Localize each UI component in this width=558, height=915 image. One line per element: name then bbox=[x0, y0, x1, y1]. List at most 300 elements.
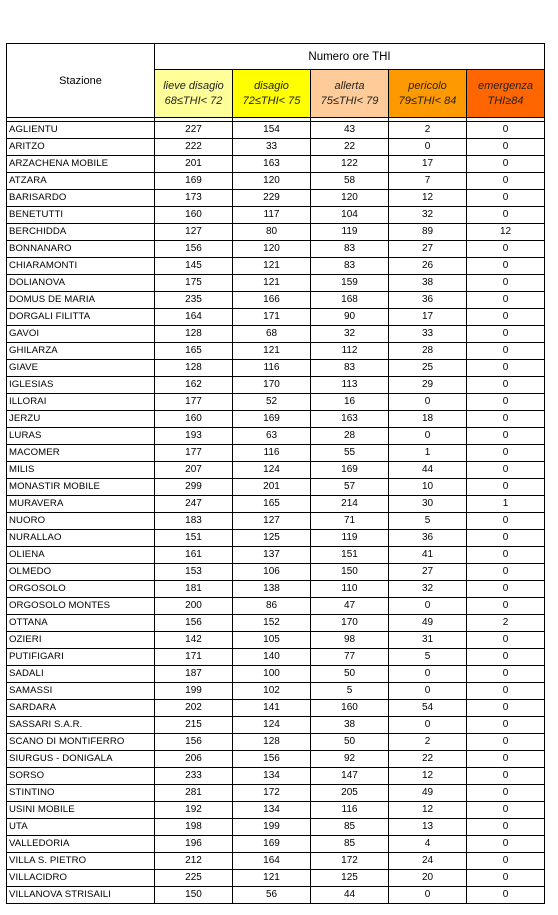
hours-value: 0 bbox=[467, 547, 545, 564]
hours-value: 0 bbox=[467, 717, 545, 734]
station-name: MILIS bbox=[7, 462, 155, 479]
hours-value: 18 bbox=[389, 411, 467, 428]
table-row bbox=[7, 632, 545, 649]
hours-value: 116 bbox=[233, 360, 311, 377]
category-range: 79≤THI< 84 bbox=[398, 94, 457, 107]
category-range: THI≥84 bbox=[487, 94, 524, 107]
hours-value: 90 bbox=[311, 309, 389, 326]
hours-value: 54 bbox=[389, 700, 467, 717]
hours-value: 16 bbox=[311, 394, 389, 411]
table-row bbox=[7, 734, 545, 751]
station-name: ATZARA bbox=[7, 173, 155, 190]
hours-value: 207 bbox=[155, 462, 233, 479]
table-row bbox=[7, 479, 545, 496]
table-row bbox=[7, 190, 545, 207]
hours-value: 150 bbox=[311, 564, 389, 581]
hours-value: 160 bbox=[311, 700, 389, 717]
table-row bbox=[7, 241, 545, 258]
category-header-allerta bbox=[311, 70, 389, 118]
table-row bbox=[7, 751, 545, 768]
table-row bbox=[7, 666, 545, 683]
station-name: SORSO bbox=[7, 768, 155, 785]
hours-value: 0 bbox=[467, 343, 545, 360]
hours-value: 0 bbox=[467, 751, 545, 768]
hours-value: 125 bbox=[233, 530, 311, 547]
hours-value: 85 bbox=[311, 819, 389, 836]
hours-value: 122 bbox=[311, 156, 389, 173]
station-name: DOMUS DE MARIA bbox=[7, 292, 155, 309]
hours-value: 29 bbox=[389, 377, 467, 394]
hours-value: 0 bbox=[467, 785, 545, 802]
table-row bbox=[7, 207, 545, 224]
station-name: DOLIANOVA bbox=[7, 275, 155, 292]
hours-value: 134 bbox=[233, 802, 311, 819]
hours-value: 0 bbox=[467, 768, 545, 785]
hours-value: 117 bbox=[233, 207, 311, 224]
category-name: lieve disagio bbox=[163, 79, 224, 92]
table-row bbox=[7, 445, 545, 462]
station-name: OZIERI bbox=[7, 632, 155, 649]
hours-value: 0 bbox=[467, 479, 545, 496]
hours-value: 201 bbox=[155, 156, 233, 173]
station-name: SARDARA bbox=[7, 700, 155, 717]
hours-value: 121 bbox=[233, 258, 311, 275]
hours-value: 156 bbox=[155, 615, 233, 632]
category-header-pericolo bbox=[389, 70, 467, 118]
hours-value: 77 bbox=[311, 649, 389, 666]
hours-value: 199 bbox=[233, 819, 311, 836]
hours-value: 105 bbox=[233, 632, 311, 649]
hours-value: 0 bbox=[389, 598, 467, 615]
hours-value: 0 bbox=[467, 513, 545, 530]
hours-value: 50 bbox=[311, 666, 389, 683]
table-row bbox=[7, 394, 545, 411]
hours-value: 33 bbox=[389, 326, 467, 343]
hours-value: 120 bbox=[233, 241, 311, 258]
table-row bbox=[7, 343, 545, 360]
station-name: ARZACHENA MOBILE bbox=[7, 156, 155, 173]
hours-value: 0 bbox=[467, 530, 545, 547]
table-row bbox=[7, 462, 545, 479]
hours-value: 281 bbox=[155, 785, 233, 802]
hours-value: 0 bbox=[467, 581, 545, 598]
hours-value: 134 bbox=[233, 768, 311, 785]
hours-value: 138 bbox=[233, 581, 311, 598]
hours-value: 47 bbox=[311, 598, 389, 615]
hours-value: 0 bbox=[467, 836, 545, 853]
hours-value: 153 bbox=[155, 564, 233, 581]
station-name: SIURGUS - DONIGALA bbox=[7, 751, 155, 768]
hours-value: 215 bbox=[155, 717, 233, 734]
station-name: OLIENA bbox=[7, 547, 155, 564]
hours-value: 17 bbox=[389, 309, 467, 326]
category-range: 68≤THI< 72 bbox=[164, 94, 223, 107]
hours-value: 12 bbox=[389, 802, 467, 819]
hours-value: 43 bbox=[311, 122, 389, 139]
hours-value: 102 bbox=[233, 683, 311, 700]
station-name: AGLIENTU bbox=[7, 122, 155, 139]
hours-value: 127 bbox=[233, 513, 311, 530]
hours-value: 128 bbox=[155, 326, 233, 343]
hours-value: 125 bbox=[311, 870, 389, 887]
hours-value: 0 bbox=[467, 326, 545, 343]
hours-value: 201 bbox=[233, 479, 311, 496]
table-row bbox=[7, 122, 545, 139]
hours-value: 36 bbox=[389, 292, 467, 309]
hours-value: 124 bbox=[233, 717, 311, 734]
hours-value: 187 bbox=[155, 666, 233, 683]
hours-value: 192 bbox=[155, 802, 233, 819]
hours-value: 169 bbox=[233, 411, 311, 428]
station-name: OLMEDO bbox=[7, 564, 155, 581]
hours-value: 171 bbox=[233, 309, 311, 326]
hours-value: 24 bbox=[389, 853, 467, 870]
hours-value: 152 bbox=[233, 615, 311, 632]
hours-value: 0 bbox=[467, 122, 545, 139]
hours-value: 140 bbox=[233, 649, 311, 666]
hours-value: 0 bbox=[467, 700, 545, 717]
station-name: STINTINO bbox=[7, 785, 155, 802]
hours-value: 154 bbox=[233, 122, 311, 139]
hours-value: 0 bbox=[467, 819, 545, 836]
station-name: NURALLAO bbox=[7, 530, 155, 547]
hours-value: 163 bbox=[233, 156, 311, 173]
station-name: PUTIFIGARI bbox=[7, 649, 155, 666]
station-name: VILLA S. PIETRO bbox=[7, 853, 155, 870]
table-row bbox=[7, 360, 545, 377]
hours-value: 0 bbox=[467, 258, 545, 275]
hours-value: 0 bbox=[467, 428, 545, 445]
hours-value: 145 bbox=[155, 258, 233, 275]
hours-value: 112 bbox=[311, 343, 389, 360]
hours-value: 0 bbox=[467, 683, 545, 700]
hours-value: 1 bbox=[389, 445, 467, 462]
hours-value: 227 bbox=[155, 122, 233, 139]
table-row bbox=[7, 785, 545, 802]
thi-table bbox=[6, 43, 545, 904]
hours-value: 83 bbox=[311, 241, 389, 258]
hours-value: 202 bbox=[155, 700, 233, 717]
hours-value: 83 bbox=[311, 360, 389, 377]
station-name: OTTANA bbox=[7, 615, 155, 632]
hours-value: 110 bbox=[311, 581, 389, 598]
hours-value: 0 bbox=[467, 207, 545, 224]
table-row bbox=[7, 309, 545, 326]
station-name: VILLANOVA STRISAILI bbox=[7, 887, 155, 904]
table-row bbox=[7, 836, 545, 853]
hours-value: 0 bbox=[467, 275, 545, 292]
hours-value: 26 bbox=[389, 258, 467, 275]
station-name: MURAVERA bbox=[7, 496, 155, 513]
hours-value: 56 bbox=[233, 887, 311, 904]
hours-value: 2 bbox=[389, 122, 467, 139]
station-name: UTA bbox=[7, 819, 155, 836]
hours-value: 100 bbox=[233, 666, 311, 683]
hours-value: 20 bbox=[389, 870, 467, 887]
hours-value: 173 bbox=[155, 190, 233, 207]
table-row bbox=[7, 173, 545, 190]
hours-value: 58 bbox=[311, 173, 389, 190]
table-row bbox=[7, 564, 545, 581]
hours-value: 113 bbox=[311, 377, 389, 394]
hours-value: 32 bbox=[389, 581, 467, 598]
hours-value: 169 bbox=[155, 173, 233, 190]
hours-value: 86 bbox=[233, 598, 311, 615]
table-row bbox=[7, 224, 545, 241]
hours-value: 0 bbox=[467, 649, 545, 666]
hours-value: 183 bbox=[155, 513, 233, 530]
hours-value: 172 bbox=[311, 853, 389, 870]
hours-value: 165 bbox=[155, 343, 233, 360]
station-column-header: Stazione bbox=[7, 44, 155, 118]
station-name: MACOMER bbox=[7, 445, 155, 462]
table-row bbox=[7, 615, 545, 632]
station-name: ORGOSOLO MONTES bbox=[7, 598, 155, 615]
hours-value: 160 bbox=[155, 411, 233, 428]
table-row bbox=[7, 598, 545, 615]
table-header bbox=[7, 44, 545, 118]
category-range: 75≤THI< 79 bbox=[320, 94, 379, 107]
hours-value: 68 bbox=[233, 326, 311, 343]
hours-value: 106 bbox=[233, 564, 311, 581]
hours-value: 142 bbox=[155, 632, 233, 649]
hours-value: 166 bbox=[233, 292, 311, 309]
station-name: SADALI bbox=[7, 666, 155, 683]
hours-value: 80 bbox=[233, 224, 311, 241]
hours-value: 0 bbox=[467, 190, 545, 207]
table-row bbox=[7, 887, 545, 904]
hours-value: 0 bbox=[389, 717, 467, 734]
hours-value: 85 bbox=[311, 836, 389, 853]
hours-value: 193 bbox=[155, 428, 233, 445]
station-name: VALLEDORIA bbox=[7, 836, 155, 853]
hours-value: 27 bbox=[389, 564, 467, 581]
hours-value: 83 bbox=[311, 258, 389, 275]
station-name: ORGOSOLO bbox=[7, 581, 155, 598]
station-name: SASSARI S.A.R. bbox=[7, 717, 155, 734]
hours-value: 165 bbox=[233, 496, 311, 513]
hours-value: 4 bbox=[389, 836, 467, 853]
table-row bbox=[7, 649, 545, 666]
hours-value: 172 bbox=[233, 785, 311, 802]
hours-value: 0 bbox=[467, 632, 545, 649]
hours-value: 49 bbox=[389, 785, 467, 802]
hours-value: 28 bbox=[389, 343, 467, 360]
hours-value: 119 bbox=[311, 224, 389, 241]
hours-value: 41 bbox=[389, 547, 467, 564]
hours-value: 161 bbox=[155, 547, 233, 564]
hours-value: 175 bbox=[155, 275, 233, 292]
table-row bbox=[7, 819, 545, 836]
station-name: GAVOI bbox=[7, 326, 155, 343]
station-name: IGLESIAS bbox=[7, 377, 155, 394]
table-row bbox=[7, 156, 545, 173]
category-header-emergenza bbox=[467, 70, 545, 118]
category-header-disagio bbox=[233, 70, 311, 118]
hours-value: 0 bbox=[467, 377, 545, 394]
hours-value: 36 bbox=[389, 530, 467, 547]
hours-value: 169 bbox=[311, 462, 389, 479]
table-row bbox=[7, 853, 545, 870]
table-row bbox=[7, 496, 545, 513]
hours-value: 0 bbox=[467, 598, 545, 615]
hours-value: 235 bbox=[155, 292, 233, 309]
table-row bbox=[7, 428, 545, 445]
hours-value: 0 bbox=[389, 428, 467, 445]
hours-value: 171 bbox=[155, 649, 233, 666]
station-name: SCANO DI MONTIFERRO bbox=[7, 734, 155, 751]
hours-value: 196 bbox=[155, 836, 233, 853]
table-row bbox=[7, 717, 545, 734]
hours-value: 44 bbox=[311, 887, 389, 904]
hours-value: 2 bbox=[467, 615, 545, 632]
hours-value: 205 bbox=[311, 785, 389, 802]
hours-value: 128 bbox=[155, 360, 233, 377]
table-row bbox=[7, 581, 545, 598]
table-row bbox=[7, 513, 545, 530]
hours-value: 151 bbox=[311, 547, 389, 564]
hours-value: 151 bbox=[155, 530, 233, 547]
table-row bbox=[7, 700, 545, 717]
station-name: SAMASSI bbox=[7, 683, 155, 700]
hours-value: 127 bbox=[155, 224, 233, 241]
hours-value: 147 bbox=[311, 768, 389, 785]
hours-value: 177 bbox=[155, 394, 233, 411]
station-name: DORGALI FILITTA bbox=[7, 309, 155, 326]
station-name: NUORO bbox=[7, 513, 155, 530]
hours-value: 128 bbox=[233, 734, 311, 751]
hours-value: 225 bbox=[155, 870, 233, 887]
table-row bbox=[7, 326, 545, 343]
hours-value: 206 bbox=[155, 751, 233, 768]
hours-value: 5 bbox=[389, 649, 467, 666]
hours-value: 30 bbox=[389, 496, 467, 513]
hours-value: 44 bbox=[389, 462, 467, 479]
hours-value: 0 bbox=[467, 564, 545, 581]
hours-value: 12 bbox=[389, 768, 467, 785]
table-row bbox=[7, 377, 545, 394]
table-row bbox=[7, 292, 545, 309]
station-name: ILLORAI bbox=[7, 394, 155, 411]
hours-value: 31 bbox=[389, 632, 467, 649]
hours-value: 212 bbox=[155, 853, 233, 870]
hours-value: 0 bbox=[467, 241, 545, 258]
station-name: VILLACIDRO bbox=[7, 870, 155, 887]
hours-value: 0 bbox=[467, 887, 545, 904]
hours-value: 214 bbox=[311, 496, 389, 513]
hours-value: 13 bbox=[389, 819, 467, 836]
hours-value: 50 bbox=[311, 734, 389, 751]
station-name: LURAS bbox=[7, 428, 155, 445]
hours-value: 0 bbox=[389, 887, 467, 904]
station-name: ARITZO bbox=[7, 139, 155, 156]
hours-value: 63 bbox=[233, 428, 311, 445]
hours-value: 0 bbox=[467, 139, 545, 156]
hours-value: 17 bbox=[389, 156, 467, 173]
hours-value: 121 bbox=[233, 870, 311, 887]
hours-value: 150 bbox=[155, 887, 233, 904]
table-row bbox=[7, 802, 545, 819]
hours-value: 25 bbox=[389, 360, 467, 377]
hours-value: 181 bbox=[155, 581, 233, 598]
hours-value: 229 bbox=[233, 190, 311, 207]
hours-value: 164 bbox=[155, 309, 233, 326]
table-row bbox=[7, 870, 545, 887]
hours-value: 120 bbox=[311, 190, 389, 207]
hours-value: 222 bbox=[155, 139, 233, 156]
hours-value: 38 bbox=[311, 717, 389, 734]
hours-value: 57 bbox=[311, 479, 389, 496]
category-range: 72≤THI< 75 bbox=[242, 94, 301, 107]
hours-value: 0 bbox=[467, 394, 545, 411]
hours-value: 247 bbox=[155, 496, 233, 513]
hours-value: 119 bbox=[311, 530, 389, 547]
station-name: CHIARAMONTI bbox=[7, 258, 155, 275]
hours-value: 22 bbox=[389, 751, 467, 768]
hours-value: 0 bbox=[467, 411, 545, 428]
hours-value: 28 bbox=[311, 428, 389, 445]
hours-value: 120 bbox=[233, 173, 311, 190]
table-row bbox=[7, 411, 545, 428]
hours-value: 52 bbox=[233, 394, 311, 411]
hours-value: 32 bbox=[311, 326, 389, 343]
hours-value: 0 bbox=[467, 445, 545, 462]
hours-value: 0 bbox=[389, 683, 467, 700]
hours-value: 141 bbox=[233, 700, 311, 717]
hours-value: 0 bbox=[467, 734, 545, 751]
table-row bbox=[7, 139, 545, 156]
station-name: MONASTIR MOBILE bbox=[7, 479, 155, 496]
hours-value: 163 bbox=[311, 411, 389, 428]
hours-value: 299 bbox=[155, 479, 233, 496]
hours-value: 33 bbox=[233, 139, 311, 156]
hours-value: 104 bbox=[311, 207, 389, 224]
hours-value: 0 bbox=[467, 853, 545, 870]
hours-value: 0 bbox=[467, 666, 545, 683]
station-name: BERCHIDDA bbox=[7, 224, 155, 241]
station-name: GIAVE bbox=[7, 360, 155, 377]
table-row bbox=[7, 768, 545, 785]
station-name: BARISARDO bbox=[7, 190, 155, 207]
hours-value: 0 bbox=[389, 666, 467, 683]
hours-value: 0 bbox=[389, 394, 467, 411]
hours-value: 71 bbox=[311, 513, 389, 530]
hours-value: 89 bbox=[389, 224, 467, 241]
station-name: USINI MOBILE bbox=[7, 802, 155, 819]
station-name: GHILARZA bbox=[7, 343, 155, 360]
thi-hours-group-header: Numero ore THI bbox=[155, 44, 545, 70]
hours-value: 0 bbox=[389, 139, 467, 156]
hours-value: 164 bbox=[233, 853, 311, 870]
hours-value: 1 bbox=[467, 496, 545, 513]
hours-value: 0 bbox=[467, 360, 545, 377]
hours-value: 116 bbox=[233, 445, 311, 462]
station-name: BENETUTTI bbox=[7, 207, 155, 224]
table-body bbox=[7, 122, 545, 904]
hours-value: 38 bbox=[389, 275, 467, 292]
hours-value: 22 bbox=[311, 139, 389, 156]
hours-value: 200 bbox=[155, 598, 233, 615]
hours-value: 0 bbox=[467, 462, 545, 479]
hours-value: 160 bbox=[155, 207, 233, 224]
hours-value: 170 bbox=[311, 615, 389, 632]
hours-value: 0 bbox=[467, 173, 545, 190]
category-name: allerta bbox=[334, 79, 365, 92]
hours-value: 5 bbox=[311, 683, 389, 700]
category-name: disagio bbox=[254, 79, 289, 92]
hours-value: 55 bbox=[311, 445, 389, 462]
table-row bbox=[7, 683, 545, 700]
